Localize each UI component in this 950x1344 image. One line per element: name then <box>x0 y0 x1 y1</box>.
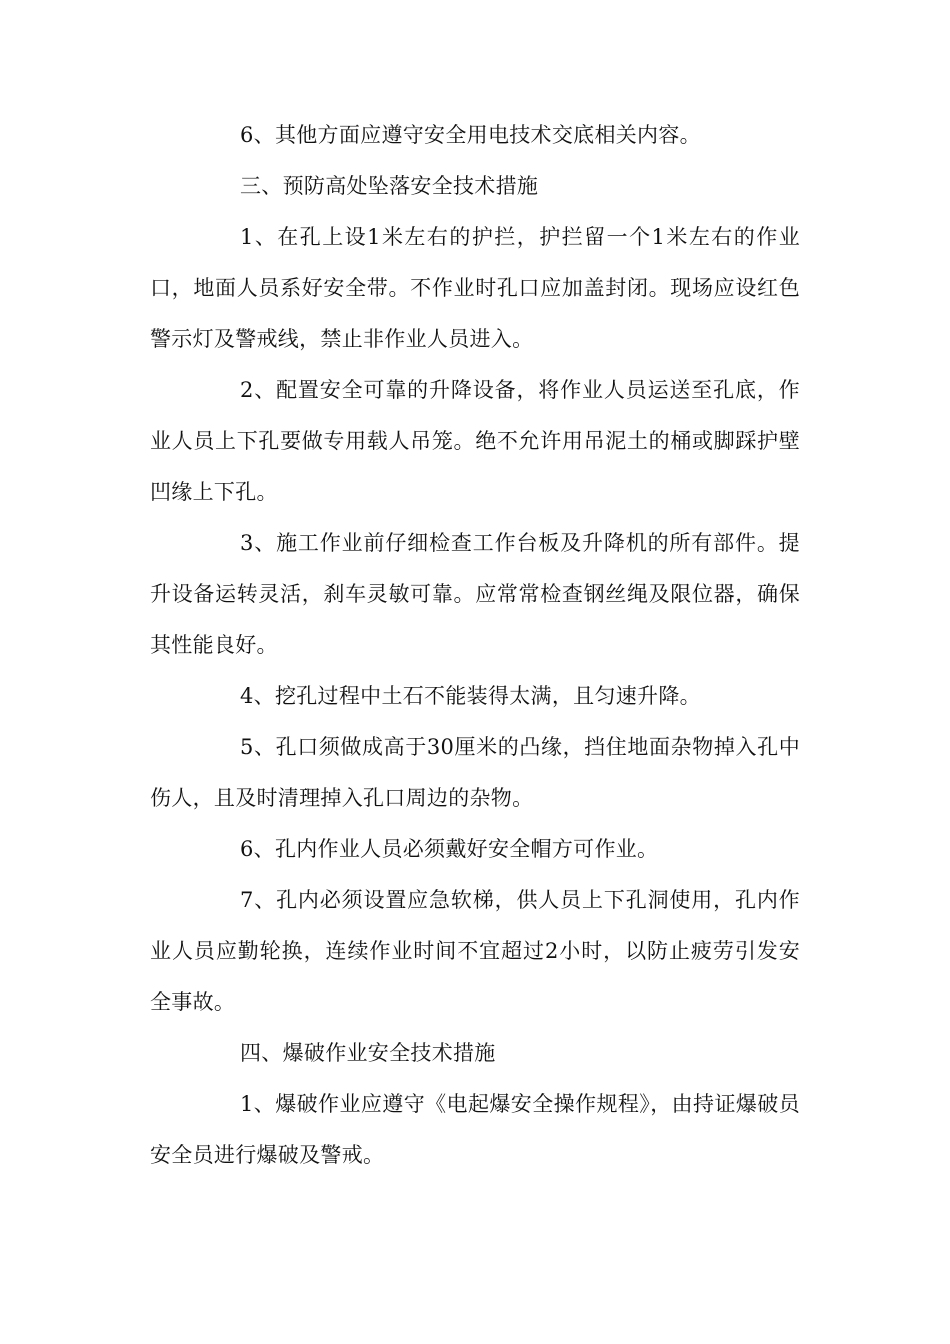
section-heading-fall-prevention: 三、预防高处坠落安全技术措施 <box>240 174 539 198</box>
paragraph-electrical-item-6: 6、其他方面应遵守安全用电技术交底相关内容。 <box>240 123 701 147</box>
paragraph-fall-item-7: 7、孔内必须设置应急软梯，供人员上下孔洞使用，孔内作业人员应勤轮换，连续作业时间不宜超过2小时，以防止疲劳引发安全事故。 <box>150 888 800 1014</box>
paragraph-fall-item-6: 6、孔内作业人员必须戴好安全帽方可作业。 <box>240 837 659 861</box>
paragraph-blasting-item-1: 1、爆破作业应遵守《电起爆安全操作规程》，由持证爆破员安全员进行爆破及警戒。 <box>150 1092 800 1167</box>
section-heading-blasting: 四、爆破作业安全技术措施 <box>240 1041 496 1065</box>
paragraph-fall-item-4: 4、挖孔过程中土石不能装得太满，且匀速升降。 <box>240 684 701 708</box>
paragraph-fall-item-5: 5、孔口须做成高于30厘米的凸缘，挡住地面杂物掉入孔中伤人，且及时清理掉入孔口周边的杂物。 <box>150 735 800 810</box>
paragraph-fall-item-2: 2、配置安全可靠的升降设备，将作业人员运送至孔底，作业人员上下孔要做专用载人吊笼。绝不允许用吊泥土的桶或脚踩护壁凹缘上下孔。 <box>150 378 800 504</box>
paragraph-fall-item-1: 1、在孔上设1米左右的护拦，护拦留一个1米左右的作业口，地面人员系好安全带。不作业时孔口应加盖封闭。现场应设红色警示灯及警戒线，禁止非作业人员进入。 <box>150 225 800 351</box>
paragraph-fall-item-3: 3、施工作业前仔细检查工作台板及升降机的所有部件。提升设备运转灵活，刹车灵敏可靠。应常常检查钢丝绳及限位器，确保其性能良好。 <box>150 531 800 657</box>
document-body <box>150 110 800 1181</box>
